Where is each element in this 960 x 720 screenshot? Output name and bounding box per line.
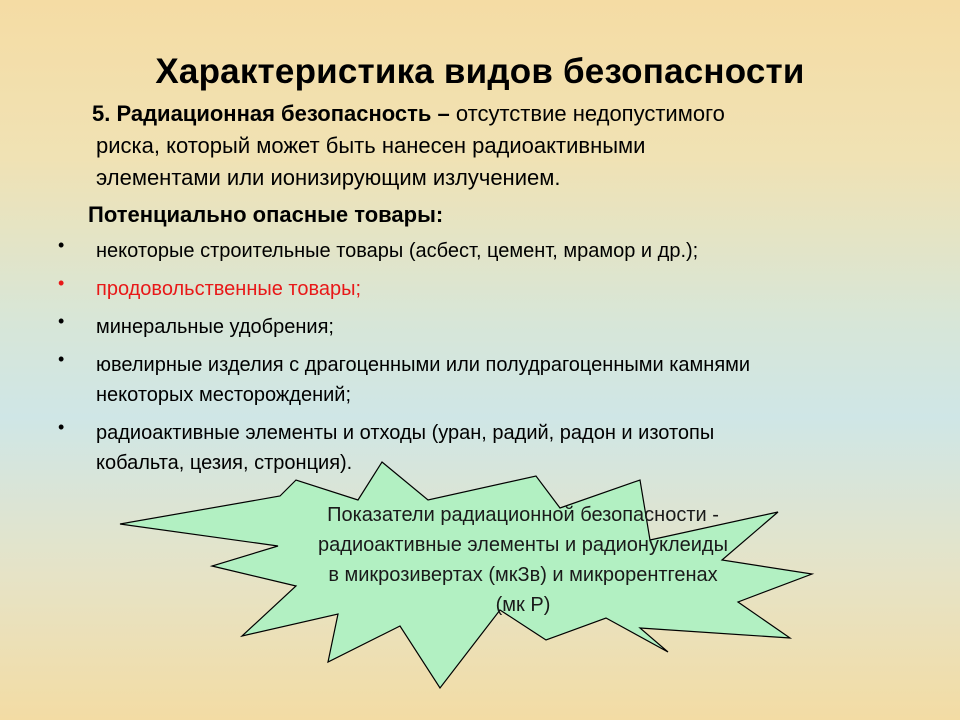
intro-line1-rest: отсутствие недопустимого	[449, 101, 725, 126]
starburst-line4: (мк Р)	[495, 594, 551, 616]
bullet-icon: •	[58, 417, 65, 437]
starburst-line2: радиоактивные элементы и радионуклеиды	[318, 534, 728, 556]
list-item-text-continued: некоторых месторождений;	[96, 384, 352, 406]
starburst-text	[268, 500, 778, 620]
list-item-text: некоторые строительные товары (асбест, цемент, мрамор и др.);	[96, 240, 699, 262]
intro-line2: риска, который может быть нанесен радиоактивными	[96, 133, 646, 158]
list-item-text: ювелирные изделия с драгоценными или полудрагоценными камнями	[96, 354, 751, 376]
starburst-line1: Показатели радиационной безопасности -	[327, 504, 719, 526]
starburst-line3: в микрозивертах (мкЗв) и микрорентгенах	[328, 564, 718, 586]
intro-line3: элементами или ионизирующим излучением.	[96, 165, 561, 190]
bullet-icon: •	[58, 349, 65, 369]
bullet-icon: •	[58, 273, 65, 293]
slide-title: Характеристика видов безопасности	[155, 52, 805, 91]
list-item-text: минеральные удобрения;	[96, 316, 334, 338]
list-item-text: радиоактивные элементы и отходы (уран, радий, радон и изотопы	[96, 422, 715, 444]
list-item-text: продовольственные товары;	[96, 278, 362, 300]
list-item-text-continued: кобальта, цезия, стронция).	[96, 452, 353, 474]
bullet-icon: •	[58, 311, 65, 331]
intro-heading: 5. Радиационная безопасность –	[92, 101, 450, 126]
subheading: Потенциально опасные товары:	[88, 202, 444, 227]
bullet-icon: •	[58, 235, 65, 255]
